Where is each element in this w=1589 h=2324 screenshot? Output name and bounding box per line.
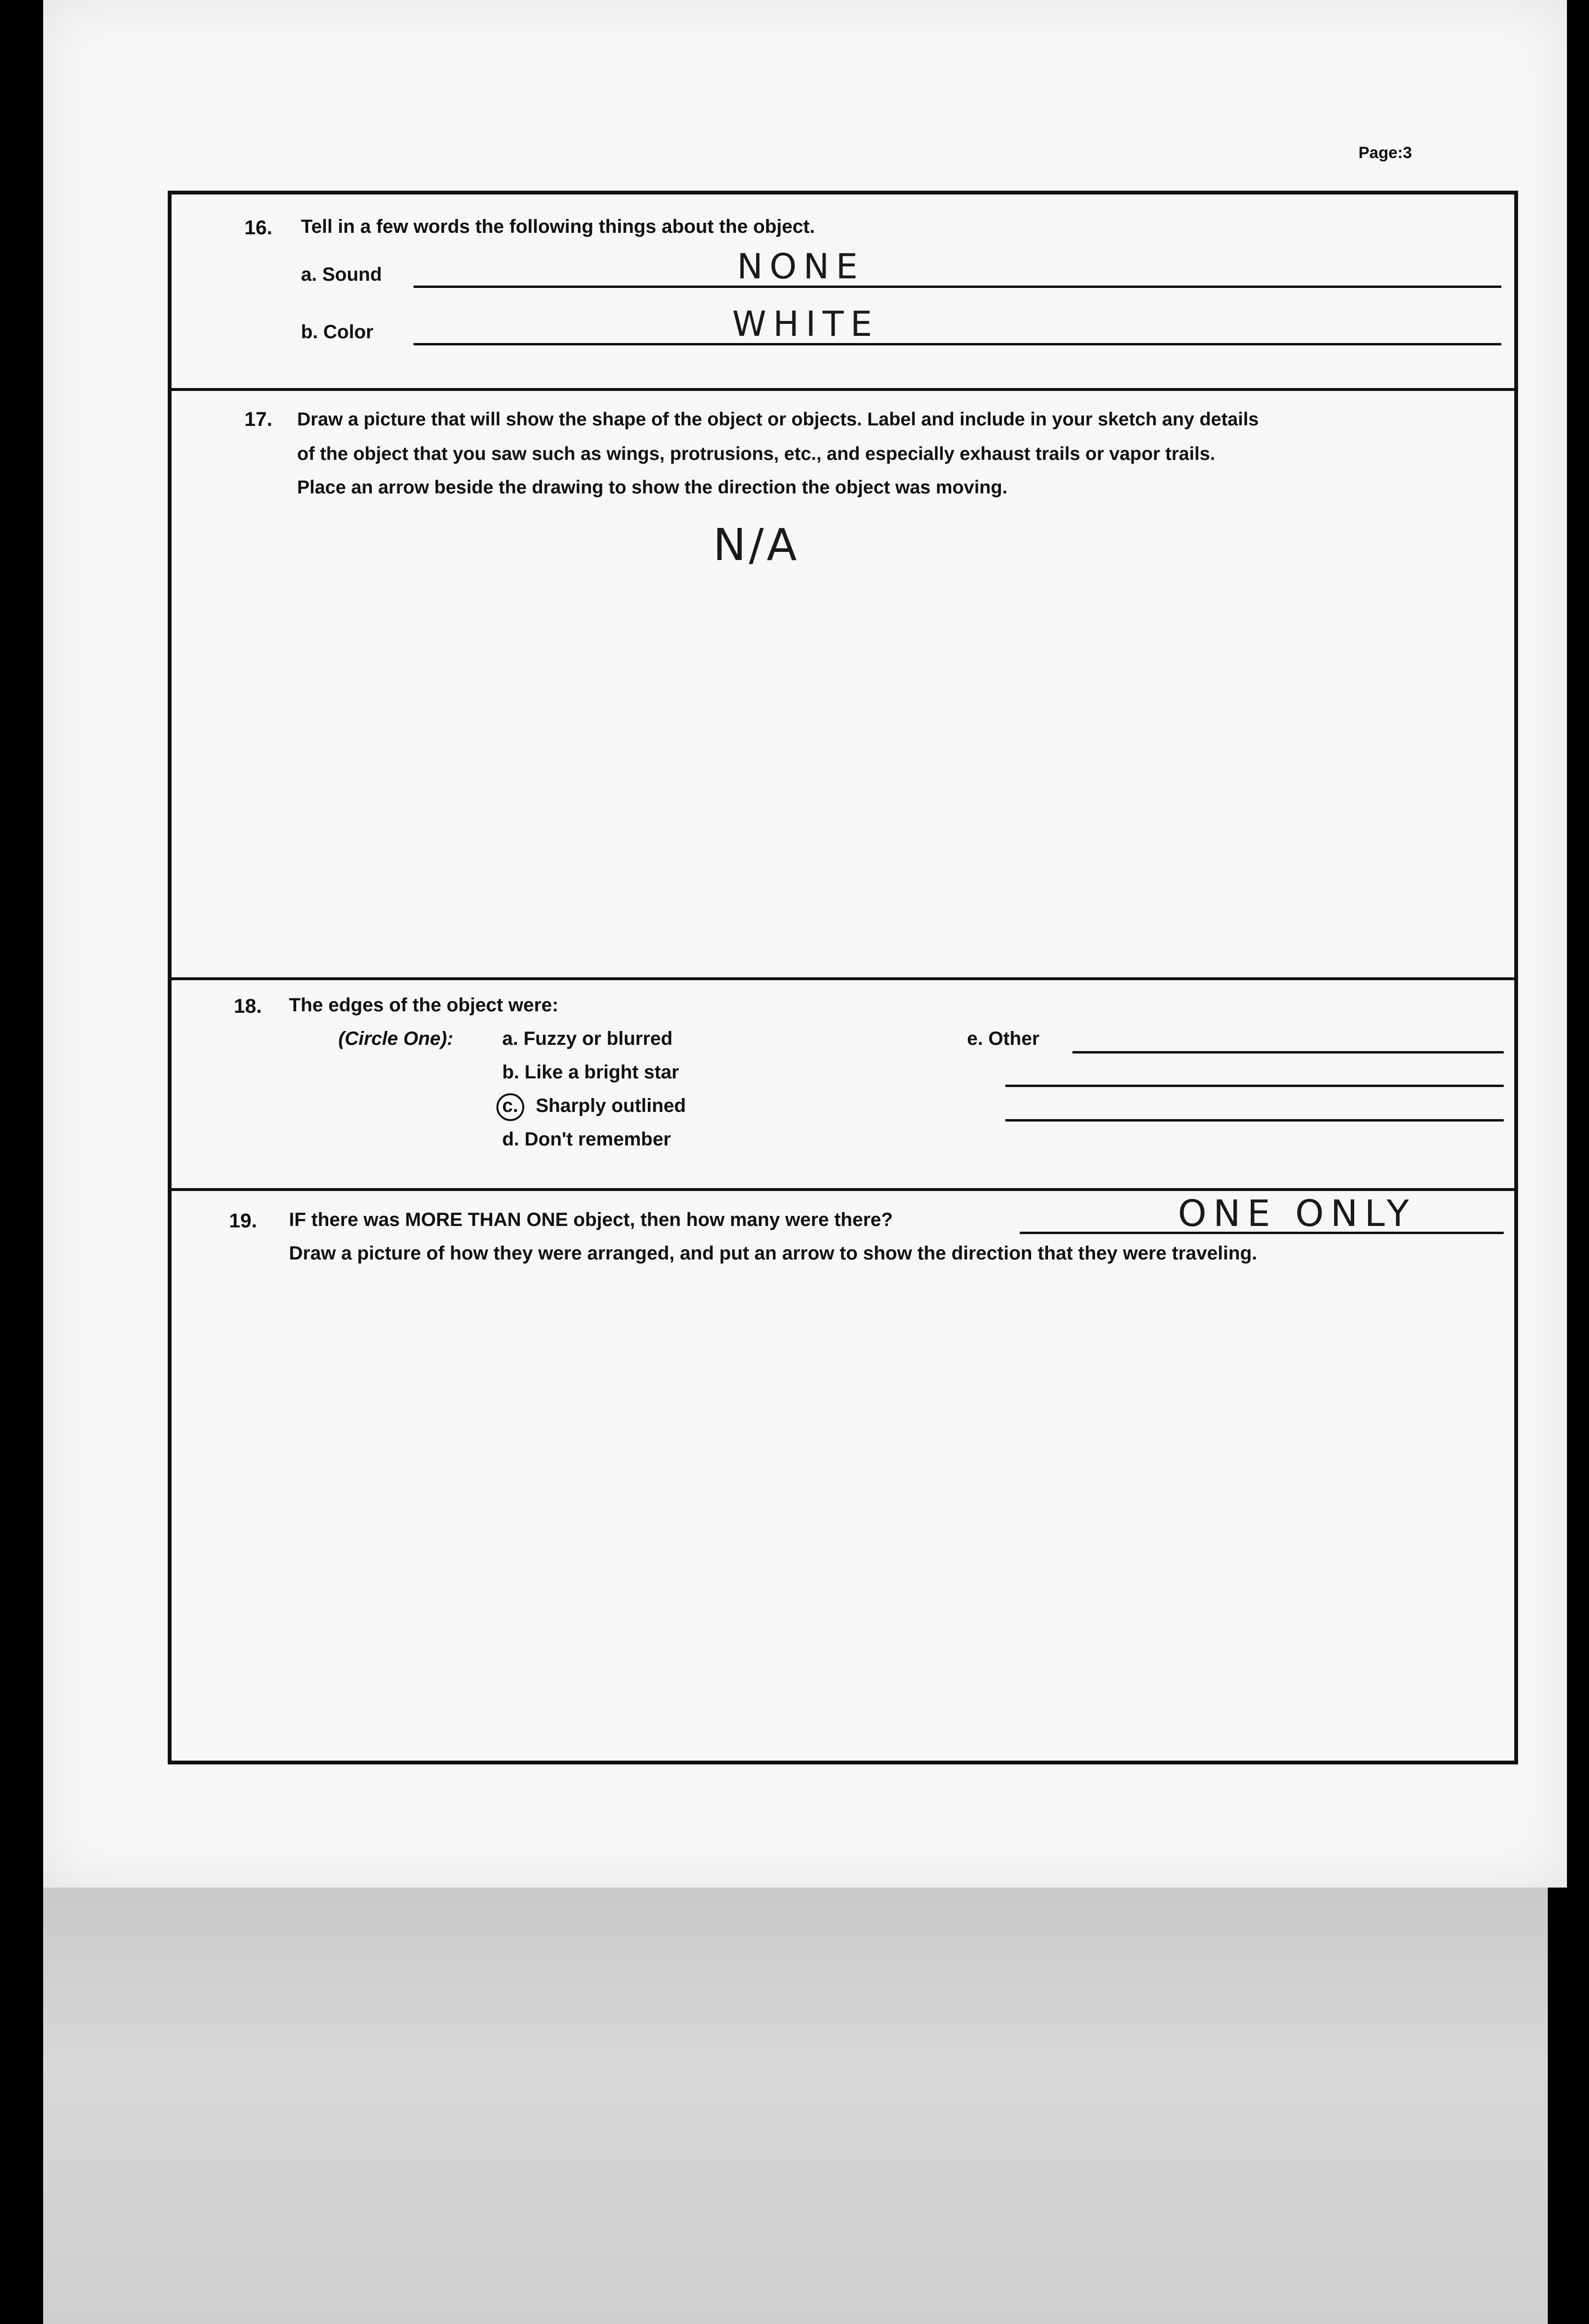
question-number: 17. bbox=[244, 408, 273, 430]
other-answer-line bbox=[1005, 1119, 1504, 1122]
question-16 bbox=[172, 195, 1514, 391]
question-17 bbox=[172, 391, 1514, 980]
option-a: a. Fuzzy or blurred bbox=[502, 1028, 673, 1049]
question-line-3: Place an arrow beside the drawing to show the direction the object was moving. bbox=[297, 477, 1008, 498]
question-number: 19. bbox=[229, 1209, 257, 1232]
option-c: Sharply outlined bbox=[536, 1095, 686, 1116]
color-label: b. Color bbox=[301, 321, 374, 343]
question-line-2: Draw a picture of how they were arranged, and put an arrow to show the direction that they were traveling. bbox=[289, 1243, 1257, 1264]
option-c-letter: c. bbox=[502, 1095, 518, 1116]
color-answer-line bbox=[414, 343, 1501, 345]
question-number: 16. bbox=[244, 216, 273, 239]
sound-answer: NONE bbox=[737, 246, 864, 286]
film-background bbox=[43, 1888, 1548, 2324]
question-prompt: Tell in a few words the following things about the object. bbox=[301, 216, 815, 237]
question-19 bbox=[172, 1191, 1514, 1764]
sound-answer-line bbox=[414, 286, 1501, 288]
count-answer: ONE ONLY bbox=[1178, 1192, 1416, 1235]
option-d: d. Don't remember bbox=[502, 1129, 671, 1150]
question-number: 18. bbox=[234, 995, 262, 1017]
color-answer: WHITE bbox=[732, 304, 879, 344]
question-line-1: Draw a picture that will show the shape of the object or objects. Label and include in your sketch any details bbox=[297, 409, 1259, 430]
option-e: e. Other bbox=[967, 1028, 1040, 1049]
drawing-answer: N/A bbox=[713, 519, 800, 571]
circle-one-instruction: (Circle One): bbox=[338, 1028, 454, 1049]
sound-label: a. Sound bbox=[301, 264, 382, 285]
form-page bbox=[43, 0, 1567, 1888]
other-answer-line bbox=[1072, 1051, 1504, 1053]
option-b: b. Like a bright star bbox=[502, 1062, 679, 1083]
question-line-2: of the object that you saw such as wings, protrusions, etc., and especially exhaust trails or vapor trails. bbox=[297, 444, 1215, 464]
question-line-1: IF there was MORE THAN ONE object, then how many were there? bbox=[289, 1209, 893, 1230]
questionnaire-box bbox=[168, 191, 1518, 1764]
question-prompt: The edges of the object were: bbox=[289, 995, 559, 1016]
other-answer-line bbox=[1005, 1085, 1504, 1087]
question-18 bbox=[172, 980, 1514, 1191]
page-number: Page:3 bbox=[1359, 144, 1412, 162]
